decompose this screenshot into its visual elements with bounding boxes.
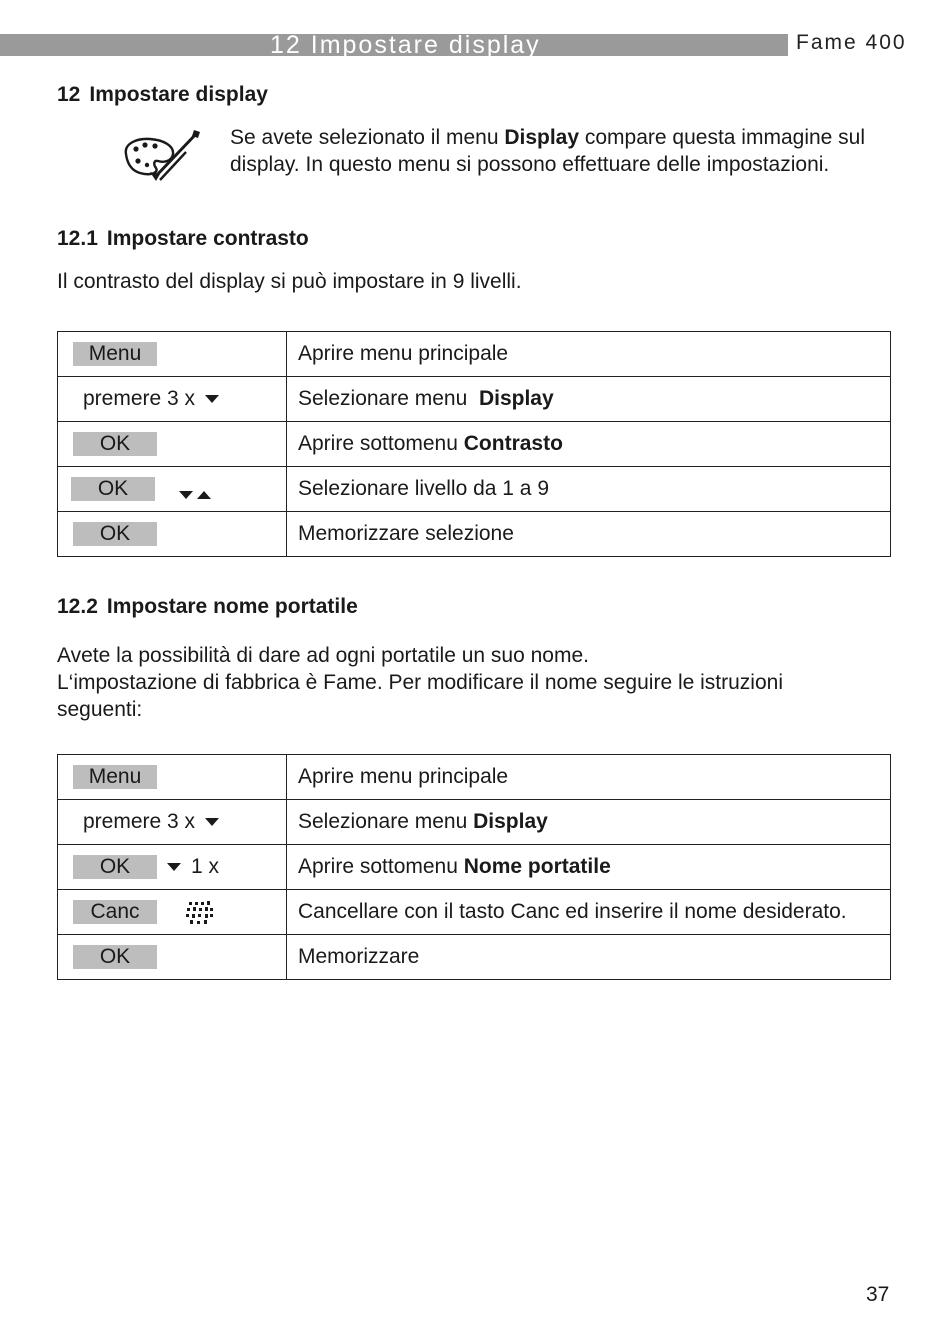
step-desc-cell bbox=[287, 800, 891, 845]
step-key-cell bbox=[58, 467, 287, 512]
step-desc-bold: Display bbox=[478, 387, 554, 410]
section-title: Impostare display bbox=[89, 83, 268, 106]
section-12-heading bbox=[57, 82, 268, 108]
step-desc: Memorizzare selezione bbox=[298, 522, 514, 545]
step-key-cell bbox=[58, 377, 287, 422]
name-steps-table bbox=[57, 754, 891, 980]
ok-key: OK bbox=[73, 432, 157, 456]
section-number: 12.2 bbox=[57, 595, 98, 618]
ok-key: OK bbox=[71, 477, 155, 501]
section-number: 12 bbox=[57, 83, 81, 106]
section-12-2-text bbox=[57, 642, 857, 723]
section-12-1-heading bbox=[57, 226, 309, 252]
step-desc-cell bbox=[287, 512, 891, 557]
step-desc: Selezionare livello da 1 a 9 bbox=[298, 477, 549, 500]
table-row bbox=[58, 755, 891, 800]
header-product-name: Fame 400 bbox=[796, 31, 907, 54]
intro-text: Se avete selezionato il menu bbox=[230, 126, 505, 149]
step-desc: Memorizzare bbox=[298, 945, 420, 968]
step-key-cell bbox=[58, 935, 287, 980]
step-desc-bold: Display bbox=[473, 810, 548, 833]
step-desc: Aprire sottomenu bbox=[298, 432, 464, 455]
menu-key: Menu bbox=[73, 342, 157, 366]
keypad-icon bbox=[185, 900, 215, 926]
table-row bbox=[58, 512, 891, 557]
section-12-intro bbox=[230, 124, 910, 178]
table-row bbox=[58, 845, 891, 890]
palette-icon bbox=[120, 128, 202, 182]
step-key-cell bbox=[58, 890, 287, 935]
step-desc: Cancellare con il tasto Canc ed inserire il nome desiderato. bbox=[298, 900, 847, 923]
arrow-down-icon bbox=[167, 863, 181, 871]
step-desc-bold: Nome portatile bbox=[463, 855, 611, 878]
step-desc-cell bbox=[287, 890, 891, 935]
arrow-down-icon bbox=[205, 818, 219, 826]
table-row bbox=[58, 422, 891, 467]
step-desc-cell bbox=[287, 422, 891, 467]
table-row bbox=[58, 800, 891, 845]
step-key-cell bbox=[58, 422, 287, 467]
step-key-cell bbox=[58, 755, 287, 800]
table-row bbox=[58, 935, 891, 980]
step-key-cell bbox=[58, 332, 287, 377]
ok-key: OK bbox=[73, 855, 157, 879]
section-12-2-heading bbox=[57, 594, 358, 620]
menu-key: Menu bbox=[73, 765, 157, 789]
step-instruction: premere 3 x bbox=[83, 387, 196, 410]
step-instruction: premere 3 x bbox=[83, 810, 196, 833]
step-key-cell bbox=[58, 512, 287, 557]
header-chapter-title: 12 Impostare display bbox=[270, 31, 541, 59]
table-row bbox=[58, 890, 891, 935]
step-desc-cell bbox=[287, 467, 891, 512]
ok-key: OK bbox=[73, 945, 157, 969]
arrow-down-icon bbox=[205, 395, 219, 403]
step-desc-cell bbox=[287, 845, 891, 890]
table-row bbox=[58, 467, 891, 512]
step-desc-cell bbox=[287, 935, 891, 980]
step-desc-bold: Contrasto bbox=[463, 432, 563, 455]
intro-text-cont: compare questa immagine sul display. In questo menu si possono effettuare delle impostazioni. bbox=[230, 126, 866, 176]
step-key-cell bbox=[58, 845, 287, 890]
canc-key: Canc bbox=[73, 900, 157, 924]
arrow-down-up-icon bbox=[179, 483, 211, 507]
table-row bbox=[58, 377, 891, 422]
section-number: 12.1 bbox=[57, 227, 98, 250]
table-row bbox=[58, 332, 891, 377]
step-count: 1 x bbox=[191, 854, 220, 878]
page-number: 37 bbox=[866, 1283, 890, 1306]
paragraph-line: L‘impostazione di fabbrica è Fame. Per modificare il nome seguire le istruzioni seguenti: bbox=[57, 671, 783, 721]
intro-bold: Display bbox=[504, 126, 580, 149]
section-title: Impostare nome portatile bbox=[106, 595, 358, 618]
step-desc: Selezionare menu bbox=[298, 810, 474, 833]
step-desc: Aprire menu principale bbox=[298, 765, 509, 788]
step-desc-cell bbox=[287, 377, 891, 422]
step-key-cell bbox=[58, 800, 287, 845]
step-desc-cell bbox=[287, 755, 891, 800]
step-desc: Aprire sottomenu bbox=[298, 855, 464, 878]
paragraph-line: Avete la possibilità di dare ad ogni portatile un suo nome. bbox=[57, 644, 589, 667]
step-desc: Selezionare menu bbox=[298, 387, 479, 410]
ok-key: OK bbox=[73, 522, 157, 546]
section-title: Impostare contrasto bbox=[106, 227, 309, 250]
step-desc-cell bbox=[287, 332, 891, 377]
contrast-steps-table bbox=[57, 331, 891, 557]
step-desc: Aprire menu principale bbox=[298, 342, 509, 365]
section-12-1-text: Il contrasto del display si può impostare in 9 livelli. bbox=[57, 270, 522, 293]
